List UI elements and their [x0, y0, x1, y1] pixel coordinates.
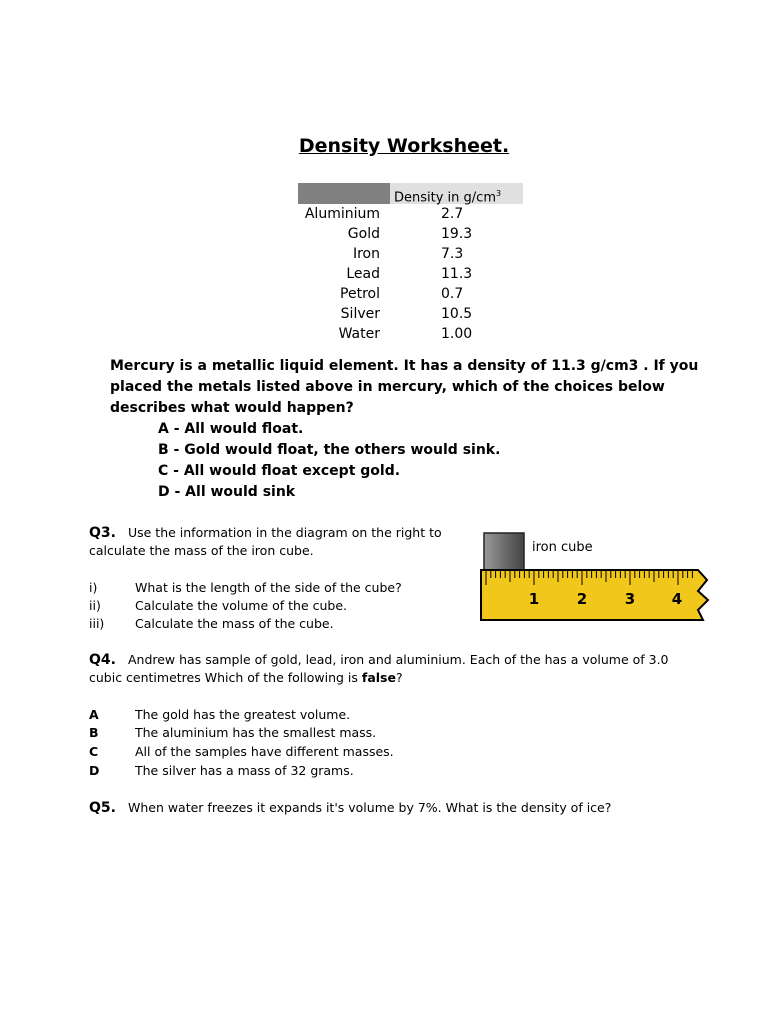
table-row	[298, 304, 523, 324]
answer-option: A - All would float.	[158, 421, 304, 437]
density-value: 19.3	[441, 226, 473, 242]
metal-name: Iron	[352, 246, 380, 262]
table-row	[298, 244, 523, 264]
mercury-question	[110, 356, 710, 503]
density-value: 7.3	[441, 246, 464, 262]
q4-line-2	[89, 669, 709, 687]
question-line: placed the metals listed above in mercury, which of the choices below	[110, 379, 665, 395]
part-label: i)	[89, 580, 98, 595]
ruler-number: 1	[528, 590, 540, 608]
answer-option: C - All would float except gold.	[158, 463, 401, 479]
q3-prompt	[89, 524, 479, 560]
option-text: The gold has the greatest volume.	[135, 707, 351, 722]
density-table-header	[298, 183, 523, 204]
part-label: iii)	[89, 616, 105, 631]
density-table	[298, 183, 523, 344]
option-letter: C	[89, 744, 99, 759]
ruler-number: 2	[576, 590, 588, 608]
density-header-superscript: 3	[495, 189, 502, 198]
q4-false-word: false	[361, 670, 396, 685]
q5-prompt	[89, 799, 709, 817]
metal-name: Aluminium	[304, 206, 380, 222]
part-text: What is the length of the side of the cube?	[135, 580, 402, 595]
q3-number: Q3.	[89, 525, 116, 541]
density-header-text: Density in g/cm	[394, 190, 496, 206]
iron-cube-label: iron cube	[532, 540, 593, 555]
q3-text-line-2: calculate the mass of the iron cube.	[89, 543, 314, 558]
q4-question-mark: ?	[395, 670, 403, 685]
metal-name: Petrol	[340, 286, 380, 302]
option-letter: A	[89, 707, 99, 722]
table-row	[298, 224, 523, 244]
part-text: Calculate the volume of the cube.	[135, 598, 348, 613]
metal-name: Lead	[346, 266, 380, 282]
density-column-header	[390, 183, 523, 204]
worksheet-title: Density Worksheet.	[298, 135, 510, 157]
option-text: The aluminium has the smallest mass.	[135, 725, 377, 740]
metal-name: Gold	[347, 226, 380, 242]
metal-name: Water	[338, 326, 380, 342]
iron-cube	[484, 533, 524, 570]
table-row	[298, 204, 523, 224]
q5-text: When water freezes it expands it's volume by 7%. What is the density of ice?	[127, 800, 612, 815]
part-label: ii)	[89, 598, 101, 613]
table-row	[298, 284, 523, 304]
q4-text-line-1: Andrew has sample of gold, lead, iron and aluminium. Each of the has a volume of 3.0	[127, 652, 669, 667]
q5-number: Q5.	[89, 800, 116, 816]
option-letter: D	[89, 763, 100, 778]
density-value: 10.5	[441, 306, 473, 322]
q3-line-1	[89, 524, 479, 542]
question-line: Mercury is a metallic liquid element. It has a density of 11.3 g/cm3 . If you	[110, 358, 699, 374]
density-value: 2.7	[441, 206, 464, 222]
table-row	[298, 264, 523, 284]
q4-prompt	[89, 651, 709, 687]
density-value: 11.3	[441, 266, 473, 282]
ruler-number: 4	[671, 590, 683, 608]
answer-option: B - Gold would float, the others would sink.	[158, 442, 501, 458]
q4-number: Q4.	[89, 652, 116, 668]
q3-text-line-1: Use the information in the diagram on the right to	[127, 525, 442, 540]
option-text: The silver has a mass of 32 grams.	[135, 763, 354, 778]
ruler-number: 3	[624, 590, 636, 608]
question-line: describes what would happen?	[110, 400, 354, 416]
density-value: 1.00	[441, 326, 473, 342]
option-text: All of the samples have different masses.	[135, 744, 394, 759]
iron-cube-ruler-diagram	[478, 528, 714, 628]
option-letter: B	[89, 725, 99, 740]
metal-name: Silver	[340, 306, 380, 322]
part-text: Calculate the mass of the cube.	[135, 616, 334, 631]
q4-line-1	[89, 651, 709, 669]
answer-option: D - All would sink	[158, 484, 296, 500]
table-row	[298, 324, 523, 344]
q4-text-line-2: cubic centimetres Which of the following is	[89, 670, 362, 685]
density-value: 0.7	[441, 286, 464, 302]
